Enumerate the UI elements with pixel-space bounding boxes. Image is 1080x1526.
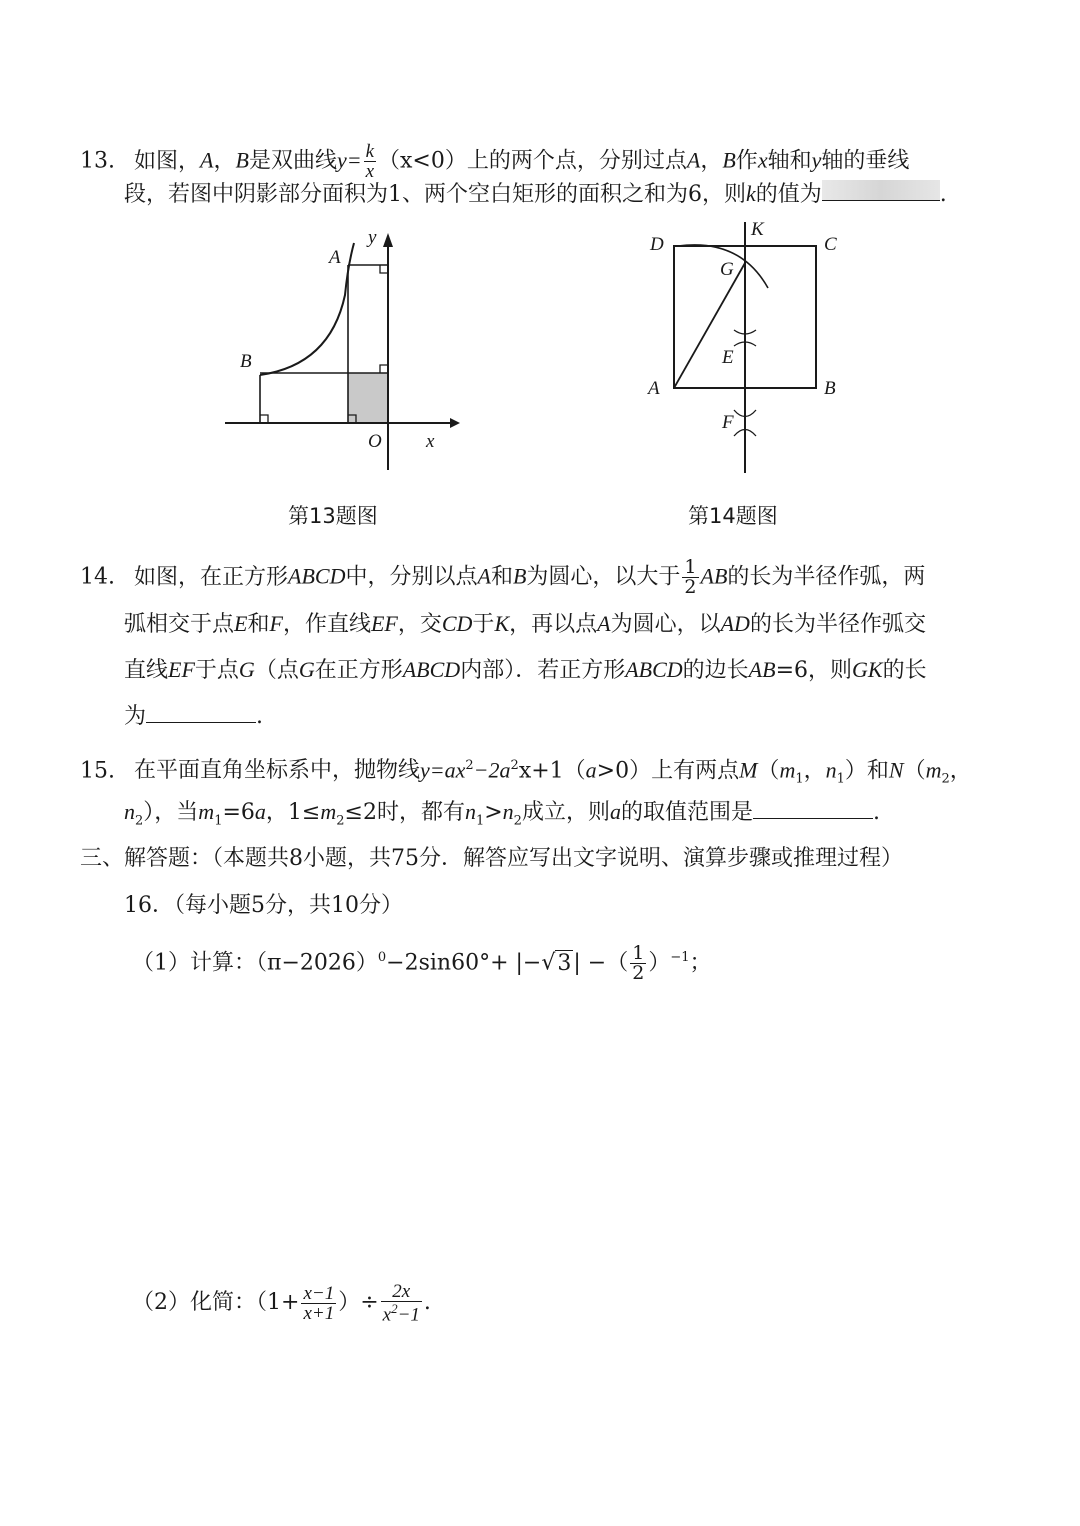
label-y: y <box>368 227 377 248</box>
q16-part2: （2）化简：（1+ $\frac{x-1}{x+1}$ ）÷ $\frac{2x}{x^2-1}$ . <box>132 1281 431 1326</box>
q15-number: 15. <box>80 758 115 784</box>
fig14-caption: 第14题图 <box>688 504 778 528</box>
figure-13 <box>220 225 480 485</box>
fig13-caption: 第13题图 <box>288 504 378 528</box>
q15-line2: $n_2$），当$m_1=6a$，$1\le m_2\le 2$时，都有$n_1>n_2$成立，则a的取值范围是 . <box>124 799 880 829</box>
label-A: A <box>648 378 660 399</box>
q13-number: 13. <box>80 148 115 174</box>
q16-half-fraction: $\frac{1}{2}$ <box>632 942 645 984</box>
section3-title: 三、解答题：（本题共8小题，共75分．解答应写出文字说明、演算步骤或推理过程） <box>80 846 903 871</box>
q16-header: 16．（每小题5分，共10分） <box>124 893 403 918</box>
segment-AG <box>674 263 745 388</box>
right-angle-mark <box>260 415 268 423</box>
label-A: A <box>329 247 341 268</box>
label-D: D <box>650 234 664 255</box>
label-B: B <box>824 378 836 399</box>
label-x: x <box>426 431 435 452</box>
q15-answer-blank[interactable] <box>753 798 873 819</box>
y-axis-arrow <box>383 233 393 247</box>
q14-answer-blank[interactable] <box>146 702 256 723</box>
q16-fraction-2: $\frac{2x}{x^2-1}$ <box>382 1281 420 1326</box>
q16-part1: （1）计算：$(\pi-2026)^0-2\sin 60^\circ+ |-√3|$ −（ $\frac{1}{2}$ ）$^{-1}$； <box>132 942 712 984</box>
q16-fraction-1: $\frac{x-1}{x+1}$ <box>303 1282 335 1324</box>
label-C: C <box>824 234 837 255</box>
q14-line4: 为 . <box>124 704 264 729</box>
q13-answer-blank[interactable] <box>822 180 940 201</box>
label-G: G <box>720 259 734 280</box>
label-B: B <box>240 351 252 372</box>
q13-line1: 13. 如图，A，B是双曲线y= $\frac{k}{x}$ （x<0）上的两个点，分别过点A，B作x轴和y轴的垂线 <box>80 141 910 182</box>
x-axis-arrow <box>450 418 460 428</box>
q15-line1: 15. 在平面直角坐标系中，抛物线$y=ax^2-2a^2x+1(a>0)$上有两点$M(m_1$，$n_1$）和$N(m_2$， <box>80 757 972 787</box>
label-K: K <box>751 219 764 240</box>
q14-line2: 弧相交于点E和F，作直线EF，交CD于K，再以点A为圆心，以AD的长为半径作弧交 <box>124 611 926 637</box>
figure-14 <box>640 218 880 478</box>
label-O: O <box>368 431 382 452</box>
q14-line3: 直线EF于点G（点G在正方形ABCD内部）．若正方形ABCD的边长AB=6，则GK的长 <box>124 657 927 683</box>
q14-half-fraction: $\frac{1}{2}$ <box>684 556 697 598</box>
q13-line2: 段，若图中阴影部分面积为1、两个空白矩形的面积之和为6，则k的值为 . <box>124 181 947 207</box>
label-E: E <box>722 347 734 368</box>
q13-fraction: $\frac{k}{x}$ <box>365 141 375 182</box>
right-angle-mark <box>380 265 388 273</box>
label-F: F <box>722 412 734 433</box>
q14-number: 14. <box>80 564 115 590</box>
q14-line1: 14. 如图，在正方形ABCD中，分别以点A和B为圆心，以大于 $\frac{1}{2}$ AB的长为半径作弧，两 <box>80 556 926 598</box>
right-angle-mark <box>380 365 388 373</box>
sqrt-symbol: √ <box>541 950 556 976</box>
